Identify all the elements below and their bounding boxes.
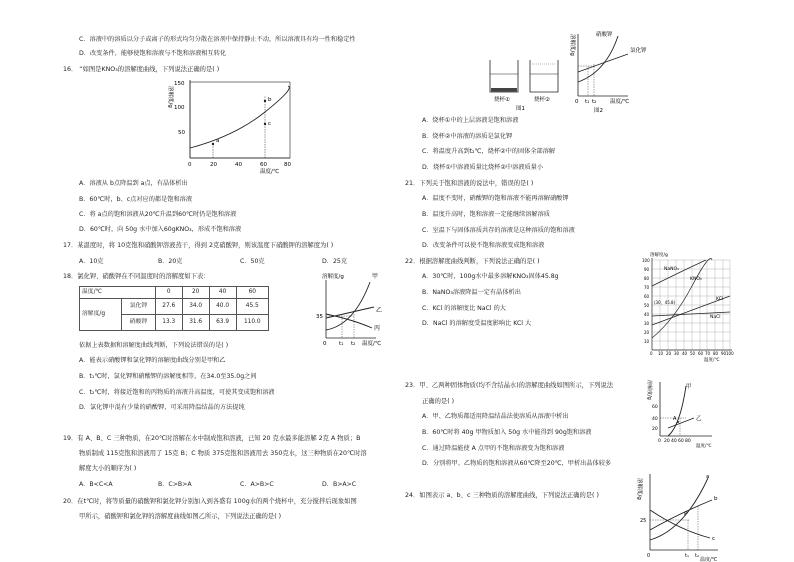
q17-option-a: A．10克	[79, 258, 104, 265]
q20-xtick-0: 0	[575, 99, 579, 105]
q19-option-b: B．C>B>A	[158, 481, 192, 488]
q24-xtick-t2: t₂	[695, 553, 699, 559]
table-cell: 40.0	[209, 299, 236, 315]
q21-option-a: A．温度不变时，硝酸钾的饱和溶液不能再溶解硝酸钾	[422, 195, 569, 202]
table-cell: 45.5	[236, 299, 268, 315]
table-cell: 31.6	[182, 315, 209, 331]
q23-xtick: 60	[678, 439, 684, 444]
q22-xtick: 50	[690, 351, 696, 356]
q19-line-3: 解度大小的顺序为( )	[79, 465, 137, 472]
q20-option-a: A．烧杯①中的上层溶液是饱和溶液	[422, 117, 519, 124]
q21-stem: 21．下列关于饱和溶液的说法中，错误的是( )	[405, 180, 534, 187]
q23-xtick: 80	[685, 439, 691, 444]
table-cell: 110.0	[236, 315, 268, 331]
beaker-1-label: 烧杯①	[494, 97, 510, 103]
q23-label-yi: 乙	[696, 416, 702, 422]
q20-xtick-t2: t₂	[592, 99, 597, 105]
q22-series-nano3: NaNO₃	[664, 267, 679, 272]
q19-line-1: 19．有 A、B、C 三种物质，在20℃时溶解在水中制成饱和溶液，已知 20 克水最多能溶解 2克 A 物质；B	[63, 435, 361, 442]
q22-xtick: 0	[650, 351, 653, 356]
q16-xtick-80: 80	[284, 162, 291, 168]
q18-option-a: A．能表示硝酸钾和氯化钾的溶解度曲线分别是甲和乙	[79, 357, 226, 364]
q22-ytick: 20	[644, 330, 650, 335]
q22-xtick: 10	[658, 351, 664, 356]
q16-ytick-100: 100	[174, 105, 185, 111]
q22-series-nacl: NaCl	[710, 315, 721, 320]
table-cell: 34.0	[182, 299, 209, 315]
q22-option-d: D．NaCl 的溶解度受温度影响比 KCl 大	[422, 320, 532, 327]
q22-xtick: 70	[705, 351, 711, 356]
q24-stem: 24．如图表示 a、b、c 三种物质的溶解度曲线，下列说法正确的是( )	[405, 492, 599, 499]
q22-ylabel: 溶解度/g	[650, 253, 668, 258]
q19-option-d: D．B>A>C	[322, 481, 357, 488]
q22-xtick: 20	[666, 351, 672, 356]
q24-ylabel: 溶解度/g	[636, 478, 642, 500]
q24-xtick-0: 0	[647, 553, 651, 559]
q17-stem: 17．某温度时，将 10克饱和硝酸钾溶液蒸干，得到 2克硝酸钾，则该温度下硝酸钾的溶解度为( )	[63, 242, 334, 249]
q16-option-a: A．溶液从 b点降温到 a点，有晶体析出	[79, 180, 188, 187]
q18-label-bing: 丙	[374, 325, 381, 332]
q16-stem: 16． “如图是KNO₃的溶解度曲线，下列说法正确的是( )	[63, 66, 220, 73]
q18-xlabel: 温度/℃	[362, 341, 382, 347]
q22-xtick: 100	[726, 351, 734, 356]
q18-option-c: C．t₂℃时，将接近饱和的丙物质的溶液升高温度，可使其变成饱和溶液	[79, 389, 275, 396]
q20-xlabel: 温度/℃	[610, 99, 630, 105]
q20-figure-beakers	[486, 54, 566, 112]
q23-ytick-40: 40	[652, 417, 658, 422]
q22-xtick: 80	[713, 351, 719, 356]
q22-xtick: 60	[698, 351, 704, 356]
q18-label-yi: 乙	[376, 307, 383, 314]
q22-xtick: 40	[682, 351, 688, 356]
q16-ytick-50: 50	[178, 130, 185, 136]
q20-line-2: 甲所示，硝酸钾和氯化钾的溶解度曲线如图乙所示，下列说法正确的是( )	[79, 513, 282, 520]
q18-ylabel: 溶解度/g	[322, 274, 344, 280]
q16-xtick-60: 60	[260, 162, 267, 168]
q22-ytick: 10	[644, 339, 650, 344]
table-cell: 27.6	[155, 299, 182, 315]
q22-mark-label: (30，45.8)	[654, 300, 676, 305]
q19-line-2: 物质制成 115克饱和溶液用了 15克 B；C 物质 375克饱和溶液用去 350克水，这三种物质在20℃时溶	[79, 450, 367, 457]
q16-option-b: B．60℃时，b、c点对应的都是饱和溶液	[79, 196, 193, 203]
q23-option-b: B．60℃时将 40g 甲物质加入 50g 水中能得到 90g饱和溶液	[422, 429, 592, 436]
table-cell: 60	[236, 287, 268, 299]
q22-xlabel: 温度/℃	[704, 358, 720, 362]
q16-option-c: C．将 a点的饱和溶液从20℃升温到60℃时仍是饱和溶液	[79, 211, 237, 218]
q16-xlabel: 温度/℃	[260, 169, 280, 174]
q22-series-kno3: KNO₃	[690, 277, 702, 282]
q24-point-p: P	[684, 511, 688, 518]
q20-line-1: 20．在t℃时，将等质量的硝酸钾和氯化钾分别加入到各盛有 100g水的两个烧杯中，充分搅拌后现象如图	[63, 498, 357, 505]
q17-option-c: C．50克	[240, 258, 265, 265]
q22-xtick: 90	[721, 351, 727, 356]
q24-label-b: b	[714, 496, 718, 502]
q16-point-b: b	[268, 97, 272, 103]
q21-option-b: B．温度升高时，饱和溶液一定能继续溶解溶质	[422, 211, 550, 218]
beaker-2-label: 烧杯②	[534, 97, 550, 103]
q23-xlabel: 温度/℃	[696, 444, 712, 448]
q18-stem: 18．氯化钾、硝酸钾在不同温度时的溶解度如下表：	[63, 273, 210, 280]
q18-lead: 依据上表数据和溶解度曲线判断，下列说法错误的是( )	[79, 342, 229, 349]
q22-ytick: 80	[644, 276, 650, 281]
table-header-solubility: 溶解度/g	[80, 299, 122, 331]
q24-xlabel: 温度/℃	[700, 557, 718, 562]
q18-chart	[304, 270, 396, 350]
beaker-2-icon	[530, 60, 558, 92]
q22-xtick: 30	[674, 351, 680, 356]
q23-chart	[646, 378, 722, 448]
q23-xtick: 20	[664, 439, 670, 444]
q20-label-kno3: 硝酸钾	[596, 32, 613, 38]
beaker-1-icon	[490, 60, 518, 92]
figure-1-caption: 图1	[516, 106, 525, 112]
table-cell: 63.9	[209, 315, 236, 331]
q23-ytick-20: 20	[652, 427, 658, 432]
table-cell: 40	[209, 287, 236, 299]
q16-point-c: c	[268, 121, 272, 127]
q16-xtick-20: 20	[210, 162, 217, 168]
q20-option-b: B．烧杯②中溶液的溶质是氯化钾	[422, 133, 513, 140]
q23-option-c: C．通过降温能使 A 点甲的不饱和溶液变为饱和溶液	[422, 445, 565, 452]
q19-option-a: A．B<C<A	[79, 481, 113, 488]
q23-option-d: D．分别将甲、乙物质的饱和溶液从60℃降至20℃，甲析出晶体较多	[422, 460, 612, 467]
q18-xtick-0: 0	[323, 341, 327, 347]
q18-xtick-t1: t₁	[339, 341, 344, 347]
q23-xtick: 40	[671, 439, 677, 444]
q22-option-c: C．KCl 的溶解度比 NaCl 的大	[422, 305, 506, 312]
q18-ytick-35: 35	[316, 314, 323, 320]
q23-option-a: A．甲、乙物质都适用降温结晶法使溶质从溶液中析出	[422, 413, 569, 420]
q17-option-d: D．25克	[322, 258, 348, 265]
q22-ytick: 50	[644, 303, 650, 308]
q20-figure-curves	[566, 28, 666, 114]
q20-label-kcl: 氯化钾	[630, 48, 647, 54]
q22-ytick: 30	[644, 321, 650, 326]
q16-xtick-0: 0	[188, 162, 192, 168]
q23-ytick-60: 60	[652, 405, 658, 410]
figure-2-caption: 图2	[594, 108, 603, 114]
q24-chart	[634, 470, 726, 562]
q22-option-b: B．NaNO₃溶液降温一定有晶体析出	[422, 289, 521, 296]
q16-xtick-40: 40	[235, 162, 242, 168]
q18-label-jia: 甲	[372, 273, 379, 280]
q22-chart	[640, 250, 740, 362]
q16-ylabel: 溶解度/g	[167, 86, 173, 108]
q18-option-d: D．氯化钾中混有少量的硝酸钾，可采用降温结晶的方法提纯	[79, 404, 245, 411]
q16-point-a: a	[216, 138, 220, 144]
prev-option-c: C．溶液中的溶质以分子或离子的形式均匀分散在溶剂中保持静止不动，所以溶液具有均一性和稳定性	[79, 36, 356, 43]
q21-option-c: C．室温下与固体溶质共存的溶液是这种溶质的饱和溶液	[422, 227, 575, 234]
q21-option-d: D．改变条件可以使不饱和溶液变成饱和溶液	[422, 242, 545, 249]
q22-stem: 22．根据溶解度曲线判断，下列说法正确的是( )	[405, 258, 540, 265]
table-cell: 20	[182, 287, 209, 299]
q16-ytick-150: 150	[174, 81, 185, 87]
q20-option-c: C．将温度升高到t₂℃，烧杯②中的固体全部溶解	[422, 148, 556, 155]
q19-option-c: C．A>B>C	[240, 481, 274, 488]
q20-ylabel: 溶解度/g	[569, 34, 575, 56]
q22-option-a: A．30℃时，100g水中最多溶解KNO₃固体45.8g	[422, 273, 559, 280]
q16-chart	[160, 74, 300, 174]
q24-label-c: c	[712, 536, 716, 542]
table-header-temp: 温度/℃	[80, 287, 156, 299]
q23-line-2: 正确的是( )	[422, 398, 455, 405]
table-cell: 氯化钾	[122, 299, 156, 315]
table-cell: 0	[155, 287, 182, 299]
q22-series-kcl: KCl	[716, 297, 724, 302]
q22-ytick: 90	[644, 267, 650, 272]
q20-option-d: D．烧杯①中溶液质量比烧杯②中溶液质量小	[422, 164, 544, 171]
q17-option-b: B．20克	[158, 258, 183, 265]
q22-ytick: 100	[642, 258, 650, 263]
q23-ylabel: 溶解度/g	[646, 380, 652, 400]
q22-ytick: 40	[644, 312, 650, 317]
q16-option-d: D．60℃时，向 50g 水中加入60gKNO₃，形成不饱和溶液	[79, 226, 242, 233]
q18-solubility-table	[79, 286, 269, 331]
q24-xtick-t1: t₁	[685, 553, 689, 559]
table-cell: 13.3	[155, 315, 182, 331]
table-row	[80, 299, 269, 315]
q23-label-jia: 甲	[686, 384, 692, 390]
q23-xtick: 0	[658, 439, 661, 444]
q23-point-a: A	[673, 416, 677, 422]
q18-option-b: B．t₁℃时，氯化钾和硝酸钾的溶解度相等，在34.0至35.0g之间	[79, 373, 257, 380]
table-row	[80, 287, 269, 299]
q24-label-a: a	[706, 474, 710, 480]
prev-option-d: D．改变条件，能够使饱和溶液与不饱和溶液相互转化	[79, 50, 227, 57]
q20-xtick-t1: t₁	[585, 99, 590, 105]
q22-ytick: 70	[644, 285, 650, 290]
table-cell: 硝酸钾	[122, 315, 156, 331]
q22-ytick: 60	[644, 294, 650, 299]
q18-xtick-t2: t₂	[351, 341, 356, 347]
q24-ytick-25: 25	[640, 518, 647, 524]
q23-line-1: 23．甲、乙两种固体物质(均不含结晶水)的溶解度曲线如图所示，下列说法	[405, 382, 614, 389]
